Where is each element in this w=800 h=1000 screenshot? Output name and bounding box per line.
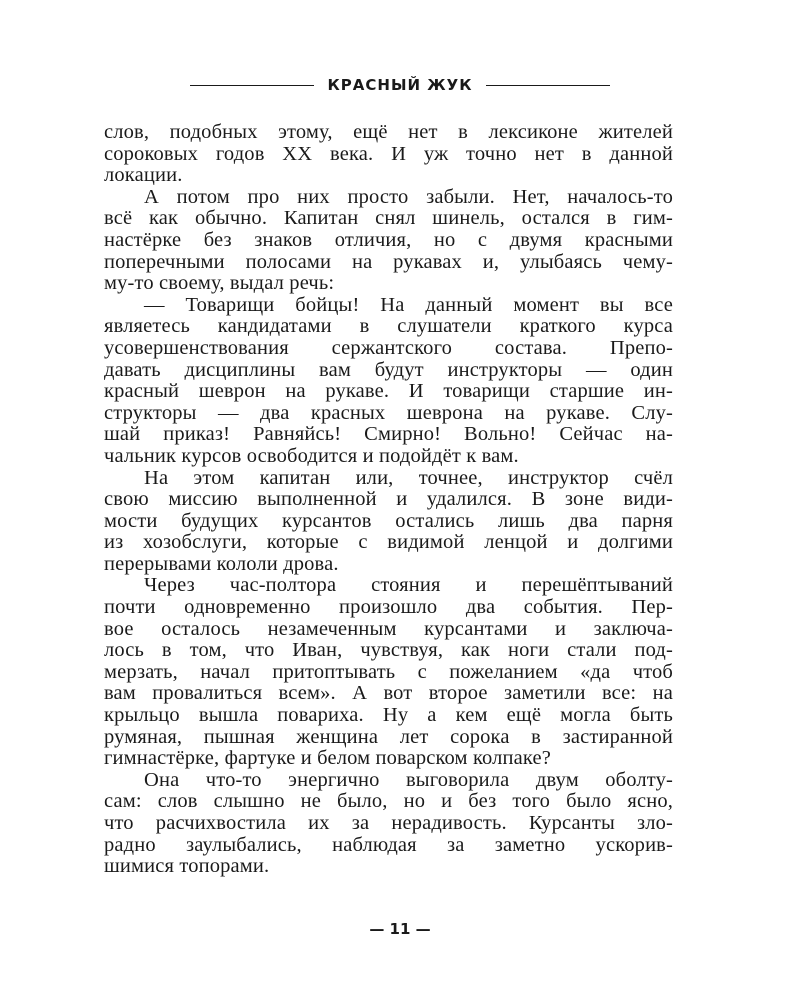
text-line [104,295,673,317]
text-line-content: перерывами кололи дрова. [104,552,339,575]
text-line [104,835,673,857]
text-line-content: из хозобслуги, которые с видимой ленцой и долгими [104,531,673,554]
text-line-content: усовершенствования сержантского состава. Препо- [104,336,673,359]
text-line [104,791,673,813]
text-line [104,511,673,533]
text-line [104,360,673,382]
text-line [104,575,673,597]
body-text [104,122,673,878]
text-line [104,748,673,770]
text-line [104,597,673,619]
text-line-content: гимнастёрке, фартуке и белом поварском колпаке? [104,747,551,770]
text-line-content: структоры — два красных шеврона на рукаве. Слу- [104,401,673,424]
text-line [104,252,673,274]
text-line [104,208,673,230]
text-line [104,187,673,209]
text-line-content: сам: слов слышно не было, но и без того было ясно, [104,790,673,813]
text-line-content: вое осталось незамеченным курсантами и заключа- [104,617,673,640]
paragraph [104,187,673,295]
paragraph [104,468,673,576]
text-line-content: настёрке без знаков отличия, но с двумя красными [104,228,673,251]
paragraph [104,770,673,878]
text-line [104,554,673,576]
text-line-content: му-то своему, выдал речь: [104,272,335,295]
text-line-content: шай приказ! Равняйсь! Смирно! Вольно! Сейчас на- [104,423,673,446]
text-line [104,640,673,662]
text-line-content: А потом про них просто забыли. Нет, началось-то [144,185,673,208]
text-line-content: радно заулыбались, наблюдая за заметно ускорив- [104,833,673,856]
text-line [104,489,673,511]
text-line [104,122,673,144]
page-number: — 11 — [369,920,431,938]
text-line-content: шимися топорами. [104,855,270,878]
text-line [104,424,673,446]
text-line [104,770,673,792]
text-line-content: вам провалиться всем». А вот второе заметили все: на [104,682,673,705]
text-line [104,468,673,490]
text-line [104,683,673,705]
text-line-content: мости будущих курсантов остались лишь два парня [104,509,673,532]
text-line-content: румяная, пышная женщина лет сорока в застиранной [104,725,673,748]
text-line [104,230,673,252]
text-line-content: мерзать, начал притоптывать с пожеланием «да чтоб [104,660,673,683]
text-line-content: поперечными полосами на рукавах и, улыбаясь чему- [104,250,673,273]
text-line-content: Через час-полтора стояния и перешёптываний [144,574,673,597]
text-line-content: Она что-то энергично выговорила двум оболту- [144,768,673,791]
header-rule-right [486,85,610,86]
running-header [190,74,610,96]
text-line-content: свою миссию выполненной и удалился. В зоне види- [104,488,673,511]
text-line [104,165,673,187]
text-line-content: — Товарищи бойцы! На данный момент вы все [144,293,673,316]
text-line-content: давать дисциплины вам будут инструкторы — один [104,358,673,381]
text-line [104,316,673,338]
text-line-content: всё как обычно. Капитан снял шинель, остался в гим- [104,207,673,230]
text-line-content: лось в том, что Иван, чувствуя, как ноги стали под- [104,639,673,662]
paragraph [104,122,673,187]
text-line-content: локации. [104,164,183,187]
text-line [104,856,673,878]
text-line-content: чальник курсов освободится и подойдёт к вам. [104,444,519,467]
text-line-content: почти одновременно произошло два события. Пер- [104,596,673,619]
header-rule-left [190,85,314,86]
text-line-content: что расчихвостила их за нерадивость. Курсанты зло- [104,812,673,834]
running-header-title: КРАСНЫЙ ЖУК [327,76,473,94]
text-line [104,403,673,425]
text-line [104,619,673,641]
text-line-content: На этом капитан или, точнее, инструктор счёл [144,466,673,489]
text-line [104,532,673,554]
text-line [104,273,673,295]
text-line [104,813,673,835]
text-line-content: крыльцо вышла повариха. Ну а кем ещё могла быть [104,704,673,727]
text-line [104,338,673,360]
text-line [104,662,673,684]
text-line-content: сороковых годов XX века. И уж точно нет в данной [104,142,673,165]
text-line [104,144,673,166]
text-line-content: красный шеврон на рукаве. И товарищи старшие ин- [104,380,673,403]
paragraph [104,295,673,468]
text-line-content: являетесь кандидатами в слушатели краткого курса [104,315,673,338]
text-line [104,705,673,727]
text-line [104,727,673,749]
text-line [104,446,673,468]
paragraph [104,575,673,769]
text-line [104,381,673,403]
text-line-content: слов, подобных этому, ещё нет в лексиконе жителей [104,121,673,143]
